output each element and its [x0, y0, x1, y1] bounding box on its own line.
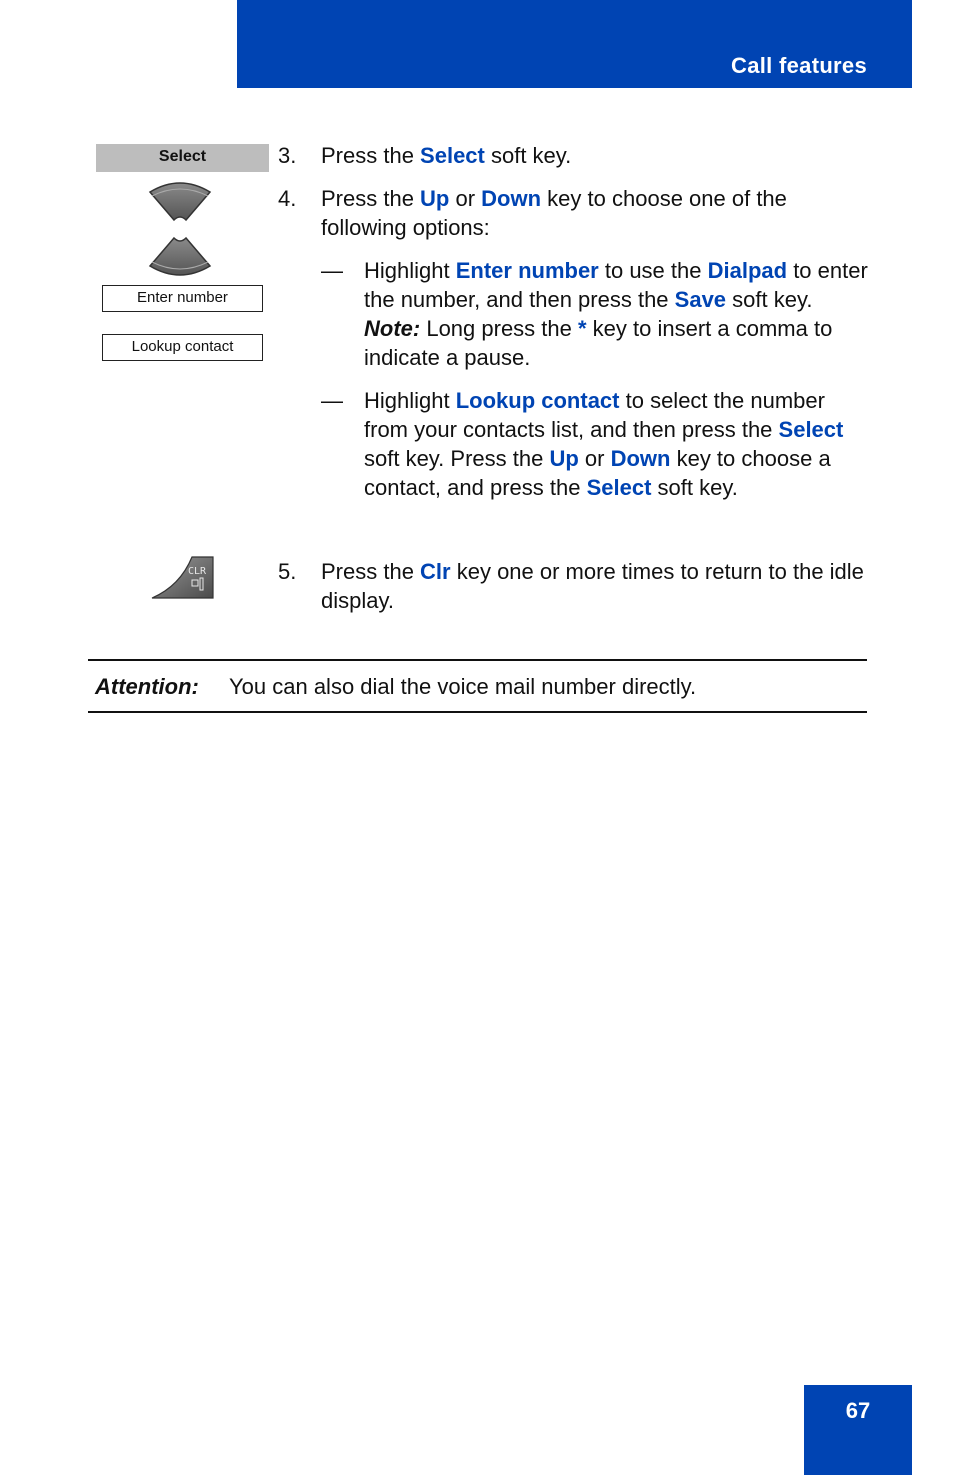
attention-bottom-rule — [88, 711, 867, 713]
option-text: Highlight Lookup contact to select the number from your contacts list, and then press the Select soft key. Press the Up or Down key to choose a contact, and press the Select soft key. — [364, 388, 844, 500]
attention-top-rule — [88, 659, 867, 661]
step-number: 4. — [278, 186, 297, 211]
bullet-dash: — — [321, 258, 343, 283]
header-bar — [237, 0, 912, 88]
up-down-navigation-key-icon — [144, 178, 216, 280]
step-number: 5. — [278, 559, 297, 584]
select-softkey-graphic: Select — [96, 144, 269, 172]
step-text: Press the Up or Down key to choose one of the following options: — [321, 186, 787, 240]
attention-text: You can also dial the voice mail number directly. — [229, 674, 697, 699]
bullet-dash: — — [321, 388, 343, 413]
page-number-tab — [804, 1385, 912, 1475]
menu-option-lookup-contact: Lookup contact — [102, 334, 263, 361]
menu-option-enter-number: Enter number — [102, 285, 263, 312]
clr-key-label: CLR — [187, 566, 207, 577]
attention-label: Attention: — [95, 674, 199, 699]
section-title: Call features — [731, 53, 867, 78]
page-number: 67 — [845, 1398, 871, 1423]
clear-key-icon — [150, 556, 214, 600]
step-text: Press the Select soft key. — [321, 143, 572, 168]
step-number: 3. — [278, 143, 297, 168]
step-text: Press the Clr key one or more times to return to the idle display. — [321, 559, 864, 613]
option-text: Highlight Enter number to use the Dialpad to enter the number, and then press the Save soft key. Note: Long press the * key to insert a comma to indicate a pause. — [364, 258, 868, 370]
